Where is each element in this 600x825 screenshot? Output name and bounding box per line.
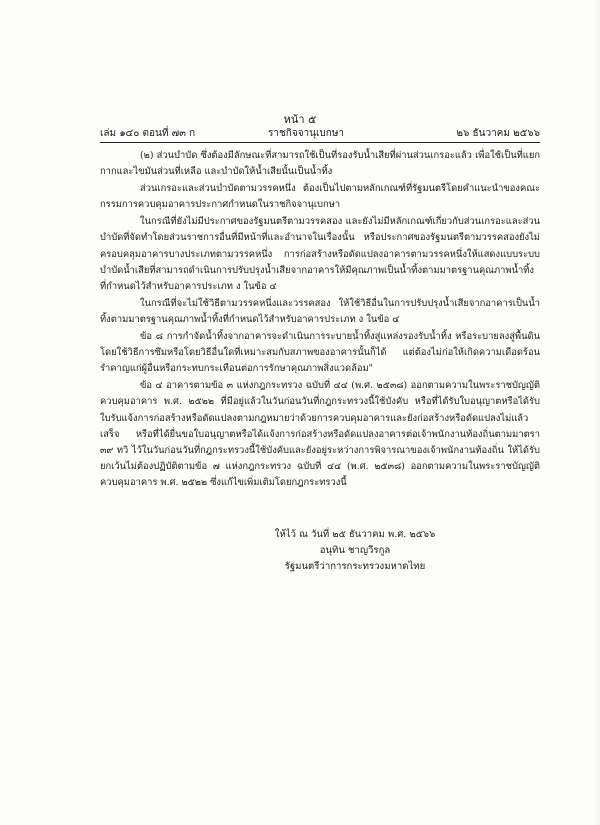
signatory-title: รัฐมนตรีว่าการกระทรวงมหาดไทย [284, 561, 426, 572]
header-divider [100, 142, 540, 143]
paragraph-other-method: ในกรณีที่จะไม่ใช้วิธีตามวรรคหนึ่งและวรรคสอง ให้ใช้วิธีอื่นในการปรับปรุงน้ำเสียจากอาคารเป็นน้ำทิ้งตามมาตรฐานคุณภาพน้ำทิ้งที่กำหนดไว้สำหรับอาคารประเภท ง ในข้อ ๔ [100, 297, 540, 325]
given-date: ให้ไว้ ณ วันที่ ๒๕ ธันวาคม พ.ศ. ๒๕๖๖ [274, 529, 436, 540]
paragraph-no-announcement: ในกรณีที่ยังไม่มีประกาศของรัฐมนตรีตามวรรคสอง และยังไม่มีหลักเกณฑ์เกี่ยวกับส่วนเกรอะและส่วนบำบัดที่จัดทำโดยส่วนราชการอื่นที่มีหน้าที่และอำนาจในเรื่องนั้น หรือประกาศของรัฐมนตรีตามวรรคสองยังไม่ครอบคลุมอาคารบางประเภทตามวรรคหนึ่ง การก่อสร้างหรือดัดแปลงอาคารตามวรรคหนึ่งให้แสดงแบบระบบบำบัดน้ำเสียที่สามารถดำเนินการปรับปรุงน้ำเสียจากอาคารให้มีคุณภาพเป็นน้ำทิ้งตามมาตรฐานคุณภาพน้ำทิ้งที่กำหนดไว้สำหรับอาคารประเภท ง ในข้อ ๔ [100, 216, 540, 292]
scan-shadow [594, 0, 600, 825]
publication-date: ๒๖ ธันวาคม ๒๕๖๖ [456, 128, 540, 139]
signature-block [255, 527, 455, 575]
signatory-name: อนุทิน ชาญวีรกูล [319, 545, 391, 556]
gazette-name: ราชกิจจานุเบกษา [268, 128, 345, 139]
paragraph-standards: ส่วนเกรอะและส่วนบำบัดตามวรรคหนึ่ง ต้องเป็นไปตามหลักเกณฑ์ที่รัฐมนตรีโดยคำแนะนำของคณะกรรมการควบคุมอาคารประกาศกำหนดในราชกิจจานุเบกษา [100, 183, 540, 211]
volume-issue: เล่ม ๑๔๐ ตอนที่ ๗๓ ก [100, 128, 196, 139]
document-body [100, 148, 540, 492]
page-number: หน้า ๕ [283, 113, 317, 126]
gazette-header [100, 126, 540, 142]
paragraph-clause-4: ข้อ ๔ อาคารตามข้อ ๓ แห่งกฎกระทรวง ฉบับที่ ๔๔ (พ.ศ. ๒๕๓๘) ออกตามความในพระราชบัญญัติควบคุมอาคาร พ.ศ. ๒๕๒๒ ที่มีอยู่แล้วในวันก่อนวันที่กฎกระทรวงนี้ใช้บังคับ หรือที่ได้รับใบอนุญาตหรือได้รับใบรับแจ้งการก่อสร้างหรือดัดแปลงตามกฎหมายว่าด้วยการควบคุมอาคารและยังก่อสร้างหรือดัดแปลงไม่แล้วเสร็จ หรือที่ได้ยื่นขอใบอนุญาตหรือได้แจ้งการก่อสร้างหรือดัดแปลงอาคารต่อเจ้าพนักงานท้องถิ่นตามมาตรา ๓๙ ทวิ ไว้ในวันก่อนวันที่กฎกระทรวงนี้ใช้บังคับและยังอยู่ระหว่างการพิจารณาของเจ้าพนักงานท้องถิ่น ให้ได้รับยกเว้นไม่ต้องปฏิบัติตามข้อ ๗ แห่งกฎกระทรวง ฉบับที่ ๔๔ (พ.ศ. ๒๕๓๘) ออกตามความในพระราชบัญญัติควบคุมอาคาร พ.ศ. ๒๕๒๒ ซึ่งแก้ไขเพิ่มเติมโดยกฎกระทรวงนี้ [100, 380, 540, 488]
paragraph-clause-8: ข้อ ๘ การกำจัดน้ำทิ้งจากอาคารจะดำเนินการระบายน้ำทิ้งสู่แหล่งรองรับน้ำทิ้ง หรือระบายลงสู่พื้นดินโดยใช้วิธีการซึมหรือโดยวิธีอื่นใดที่เหมาะสมกับสภาพของอาคารนั้นก็ได้ แต่ต้องไม่ก่อให้เกิดความเดือดร้อนรำคาญแก่ผู้อื่นหรือกระทบกระเทือนต่อการรักษาคุณภาพสิ่งแวดล้อม" [100, 331, 540, 375]
paragraph-treatment-part: (๒) ส่วนบำบัด ซึ่งต้องมีลักษณะที่สามารถใช้เป็นที่รองรับน้ำเสียที่ผ่านส่วนเกรอะแล้ว เพื่อใช้เป็นที่แยกกากและไขมันส่วนที่เหลือ และบำบัดให้น้ำเสียนั้นเป็นน้ำทิ้ง [100, 150, 540, 178]
